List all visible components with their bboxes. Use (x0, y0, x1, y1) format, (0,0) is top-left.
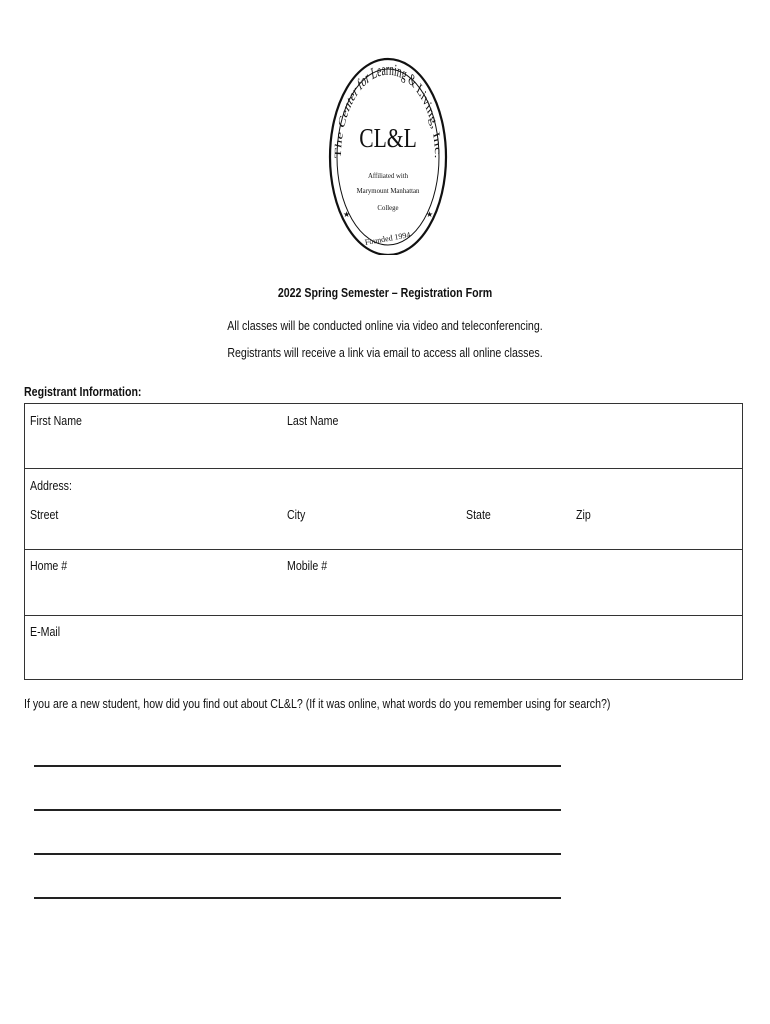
answer-line[interactable] (34, 809, 561, 811)
logo-monogram: CL&L (359, 123, 417, 154)
logo-founded: Founded 1994 (364, 230, 411, 247)
address-label: Address: (30, 479, 72, 493)
logo-affiliation-line3: College (377, 205, 399, 212)
registrant-info-table (24, 403, 743, 680)
logo-affiliation-line2: Marymount Manhattan (356, 188, 420, 195)
row-divider (25, 615, 742, 616)
street-field[interactable]: Street (30, 508, 59, 522)
referral-question: If you are a new student, how did you find out about CL&L? (If it was online, what words do you remember using for search?) (24, 697, 611, 711)
registrant-section-label: Registrant Information: (24, 385, 142, 399)
row-divider (25, 468, 742, 469)
answer-line[interactable] (34, 897, 561, 899)
logo-affiliation-line1: Affiliated with (367, 173, 409, 180)
email-field[interactable]: E-Mail (30, 625, 61, 639)
logo-star-right: ★ (426, 210, 434, 219)
first-name-field[interactable]: First Name (30, 414, 82, 428)
logo-star-left: ★ (343, 210, 351, 219)
city-field[interactable]: City (287, 508, 306, 522)
row-divider (25, 549, 742, 550)
answer-line[interactable] (34, 853, 561, 855)
zip-field[interactable]: Zip (576, 508, 591, 522)
home-phone-field[interactable]: Home # (30, 559, 68, 573)
logo-ring-text: The Center for Learning & Living, Inc. (332, 59, 444, 159)
intro-line-1: All classes will be conducted online via video and teleconferencing. (227, 319, 543, 333)
form-title: 2022 Spring Semester – Registration Form (277, 286, 493, 300)
cll-logo-seal (328, 57, 448, 255)
state-field[interactable]: State (466, 508, 491, 522)
last-name-field[interactable]: Last Name (287, 414, 339, 428)
mobile-phone-field[interactable]: Mobile # (287, 559, 328, 573)
answer-line[interactable] (34, 765, 561, 767)
intro-line-2: Registrants will receive a link via email to access all online classes. (227, 346, 543, 360)
